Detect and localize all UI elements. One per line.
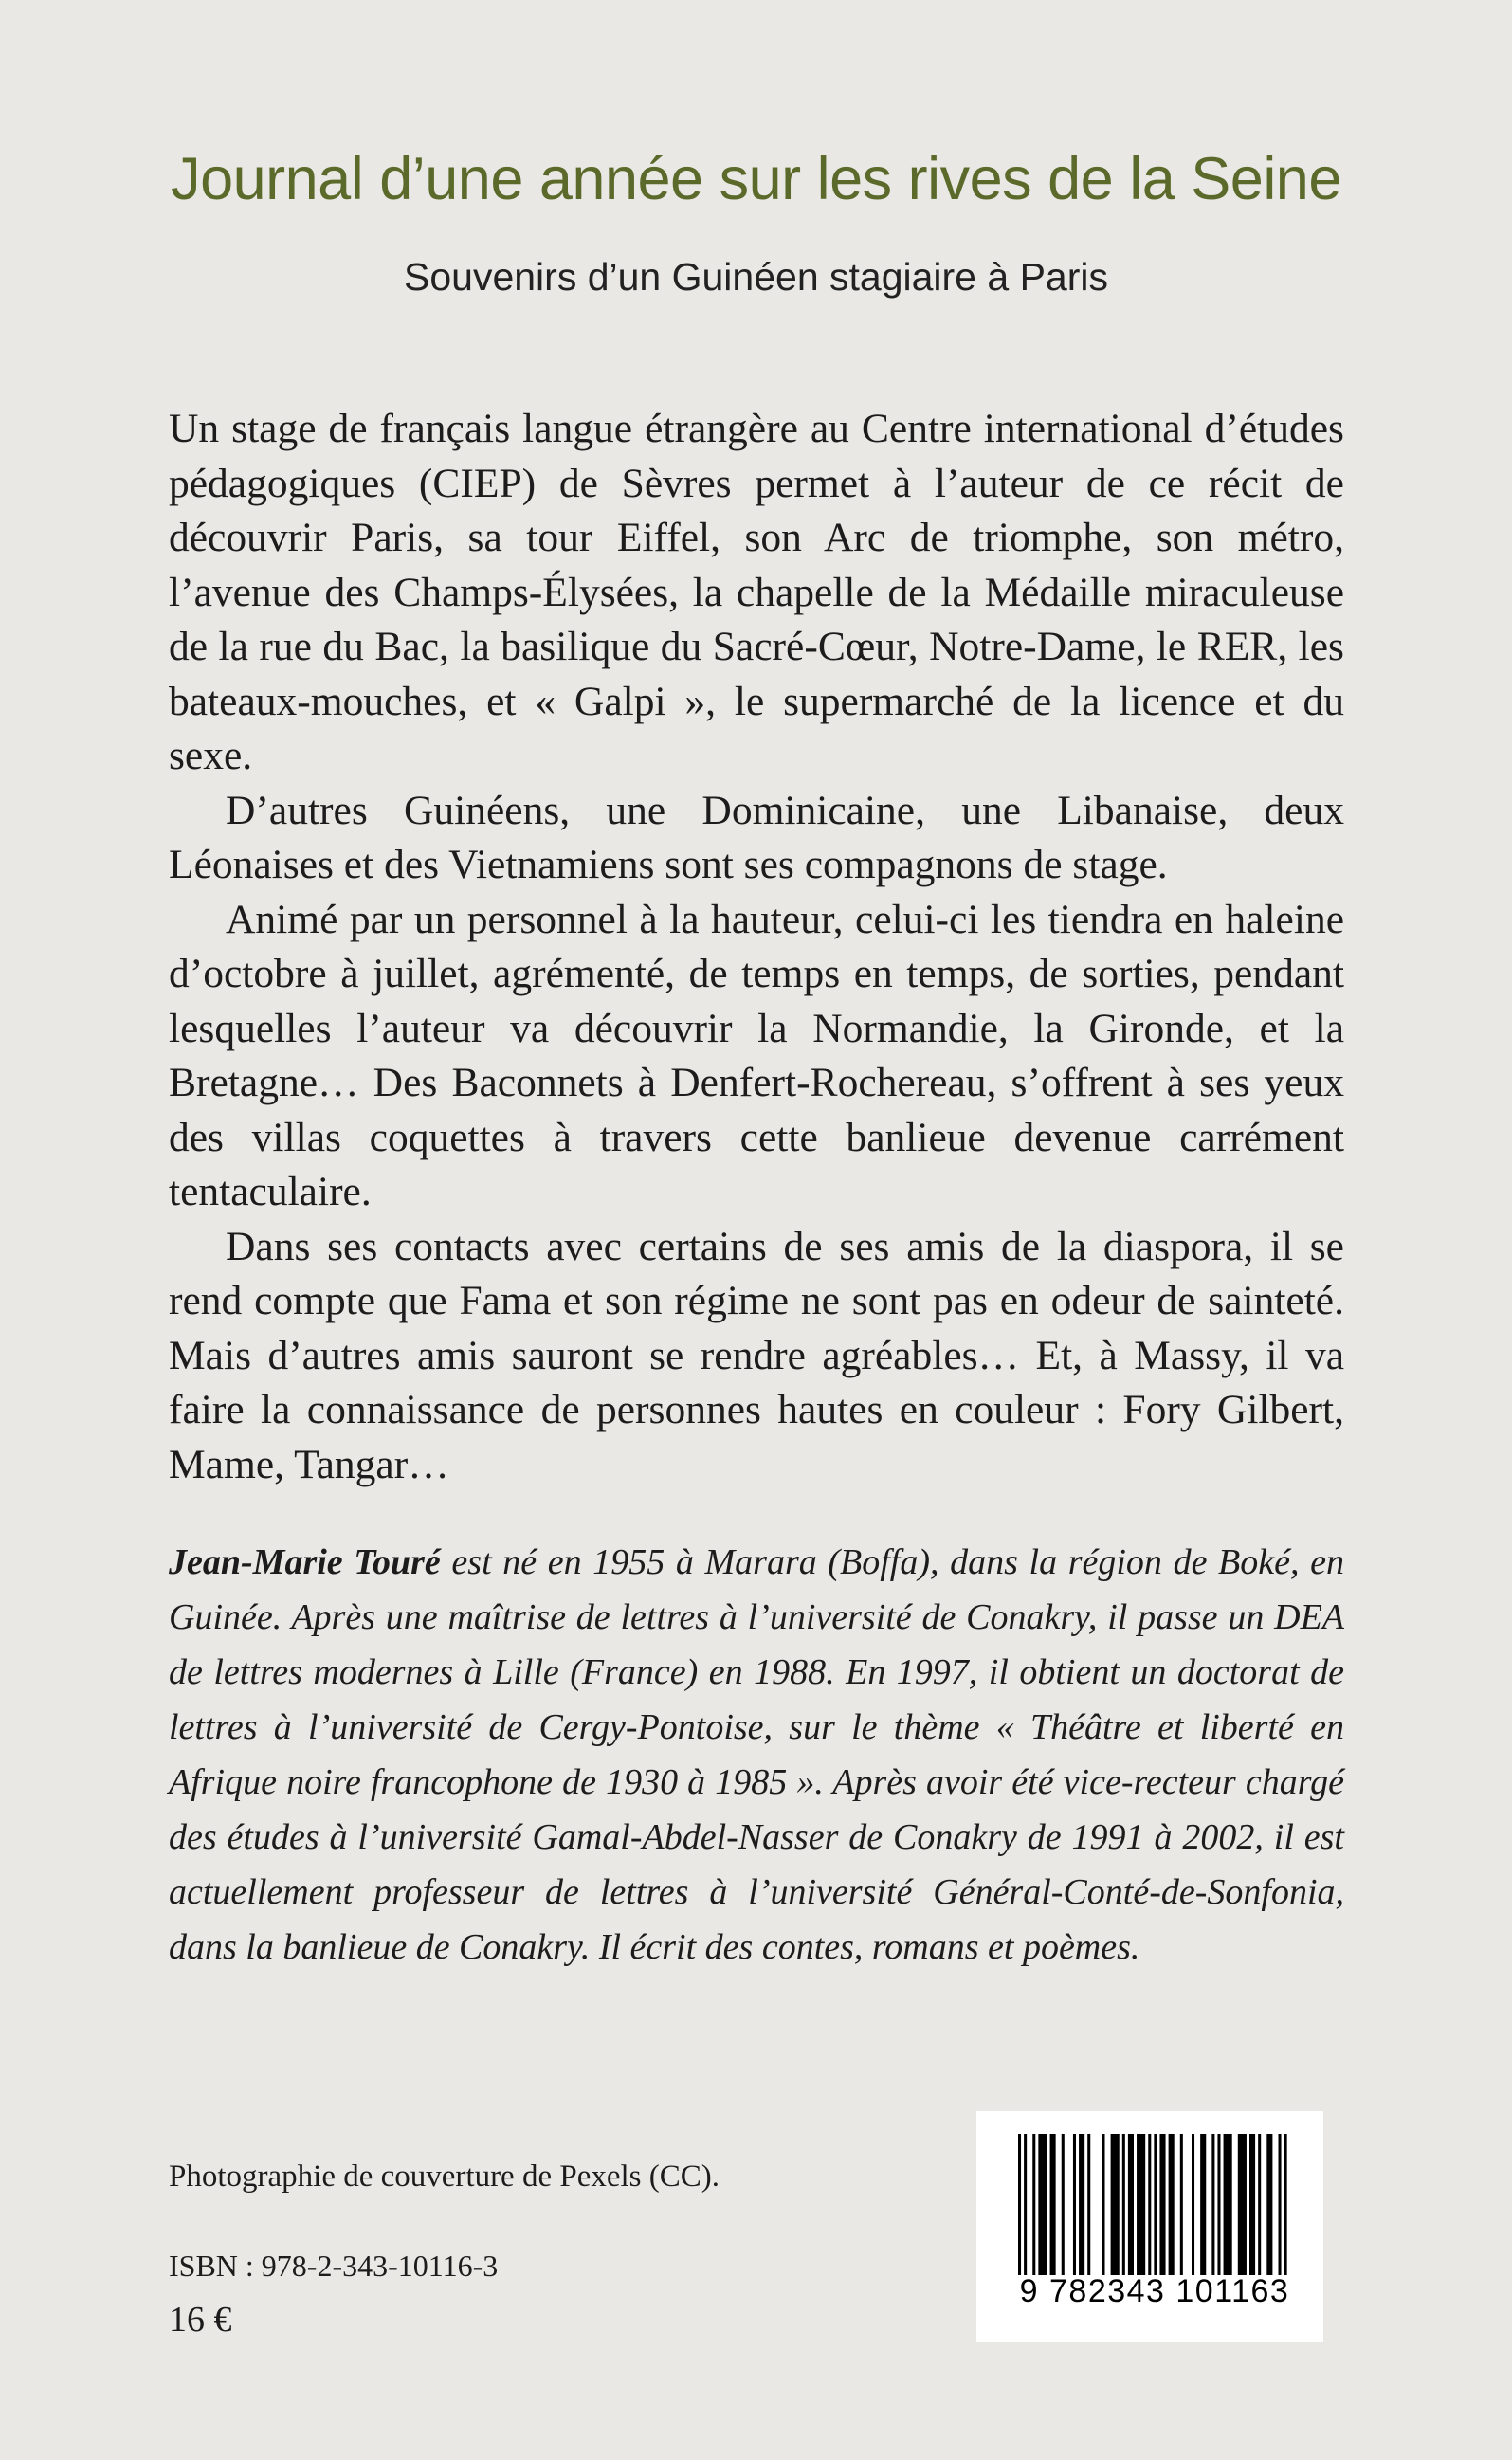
barcode-bar [1148,2134,1151,2286]
barcode-bar [1238,2134,1247,2286]
barcode-bar [1102,2134,1104,2286]
price-label: 16 € [169,2300,232,2340]
barcode-bar [1128,2134,1134,2286]
author-bio [169,1535,1344,1975]
summary-paragraph: Dans ses contacts avec certains de ses amis de la diaspora, il se rend compte que Fama et son régime ne sont pas en odeur de sainteté. Mais d’autres amis sauront se rendre agréables… Et, à Massy, il va faire la connaissance de personnes hautes en couleur : Fory Gilbert, Mame, Tangar… [169,1223,1344,1487]
barcode-bar [1073,2134,1076,2286]
barcode-bar [1062,2134,1065,2286]
barcode-bar [1200,2134,1206,2286]
barcode-bar [1038,2134,1047,2286]
barcode-bar [1122,2134,1125,2286]
isbn-label: ISBN : 978-2-343-10116-3 [169,2249,499,2283]
barcode [976,2111,1323,2342]
barcode-bar [1180,2134,1183,2286]
author-bio-text: est né en 1955 à Marara (Boffa), dans la région de Boké, en Guinée. Après une maîtrise de lettres à l’université de Conakry, il passe un DEA de lettres modernes à Lille (France) en 1988. En 1997, il obtient un doctorat de lettres à l’université de Cergy-Pontoise, sur le thème « Théâtre et liberté en Afrique noire francophone de 1930 à 1985 ». Après avoir été vice-recteur chargé des études à l’université Gamal-Abdel-Nasser de Conakry de 1991 à 2002, il est actuellement professeur de lettres à l’université Général-Conté-de-Sonfonia, dans la banlieue de Conakry. Il écrit des contes, romans et poèmes. [169,1542,1344,1967]
barcode-bar [1224,2134,1232,2286]
barcode-bar [1050,2134,1056,2286]
barcode-bar [1137,2134,1145,2286]
summary-paragraph: D’autres Guinéens, une Dominicaine, une Libanaise, deux Léonaises et des Vietnamiens sont ses compagnons de stage. [169,787,1344,887]
book-title: Journal d’une année sur les rives de la Seine [171,146,1341,212]
barcode-bar [1032,2134,1035,2286]
summary-paragraph: Un stage de français langue étrangère au Centre international d’études pédagogiques (CIEP) de Sèvres permet à l’auteur de ce récit de découvrir Paris, sa tour Eiffel, son Arc de triomphe, son métro, l’avenue des Champs-Élysées, la chapelle de la Médaille miraculeuse de la rue du Bac, la basilique du Sacré-Cœur, Notre-Dame, le RER, les bateaux-mouches, et « Galpi », le supermarché de la licence et du sexe. [169,406,1344,778]
barcode-bar [1169,2134,1175,2286]
barcode-bar [1249,2134,1255,2286]
barcode-bar [1087,2134,1090,2286]
barcode-bar [1192,2134,1194,2286]
barcode-bar [1079,2134,1084,2286]
author-name: Jean-Marie Touré [169,1542,441,1582]
barcode-bar [1266,2134,1272,2286]
barcode-bar [1111,2134,1120,2286]
barcode-bar [1211,2134,1214,2286]
summary-paragraph: Animé par un personnel à la hauteur, celui-ci les tiendra en haleine d’octobre à juillet, agrémenté, de temps en temps, de sorties, pendant lesquelles l’auteur va découvrir la Normandie, la Gironde, et la Bretagne… Des Baconnets à Denfert-Rochereau, s’offrent à ses yeux des villas coquettes à travers cette banlieue devenue carrément tentaculaire. [169,896,1344,1214]
barcode-bar [1258,2134,1261,2286]
book-summary [169,402,1344,1492]
book-subtitle: Souvenirs d’un Guinéen stagiaire à Paris [404,255,1108,299]
barcode-bar [1217,2134,1220,2286]
barcode-digits: 9 782343 101163 [993,2275,1316,2307]
photo-credit: Photographie de couverture de Pexels (CC). [169,2159,720,2194]
